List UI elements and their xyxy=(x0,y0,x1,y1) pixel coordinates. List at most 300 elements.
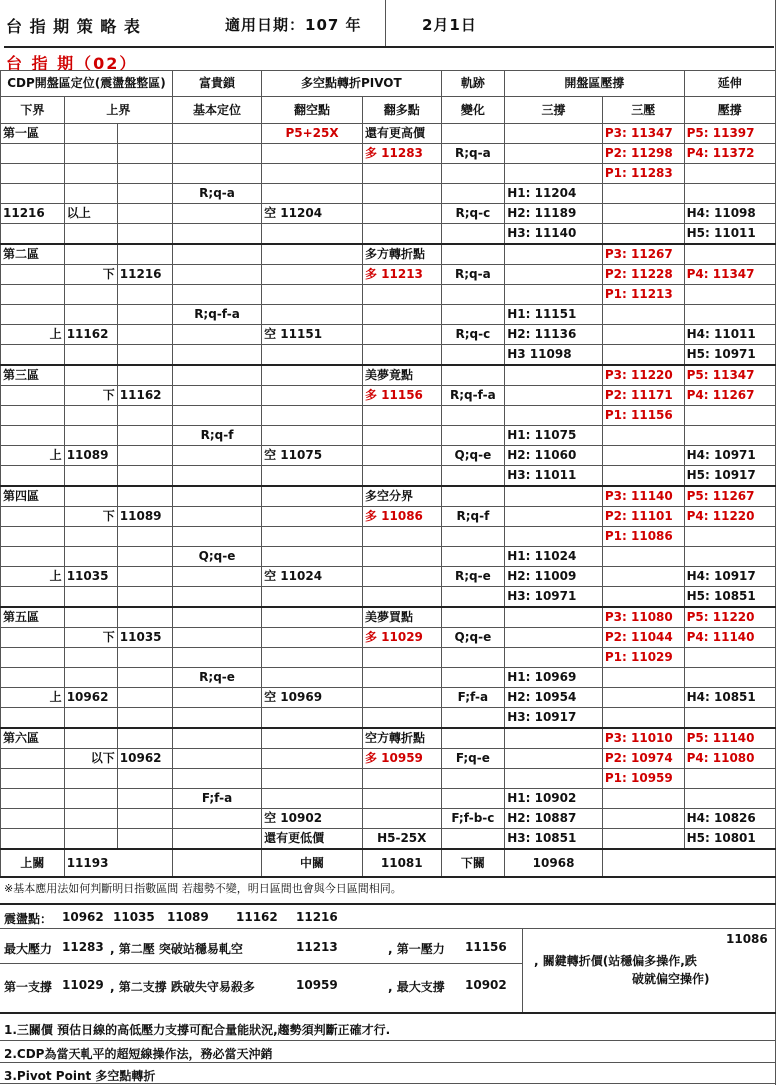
table-cell xyxy=(64,406,117,426)
table-cell xyxy=(684,648,775,668)
table-cell xyxy=(505,265,603,285)
table-cell xyxy=(441,224,505,245)
table-cell: P5: 11220 xyxy=(684,607,775,628)
table-row xyxy=(1,305,776,325)
table-cell xyxy=(602,688,684,708)
table-cell xyxy=(1,224,65,245)
table-cell xyxy=(602,204,684,224)
header-row-1 xyxy=(1,71,776,97)
subtitle-bar xyxy=(4,46,774,72)
divider xyxy=(0,1083,776,1084)
table-cell xyxy=(172,486,261,507)
table-cell xyxy=(1,789,65,809)
table-cell: 空 11024 xyxy=(262,567,363,587)
table-cell xyxy=(172,204,261,224)
table-cell xyxy=(684,527,775,547)
table-cell xyxy=(602,345,684,366)
table-cell xyxy=(262,224,363,245)
table-cell xyxy=(64,184,117,204)
table-cell: Q;q-e xyxy=(172,547,261,567)
max-press-val: 11283 xyxy=(62,940,104,954)
table-cell xyxy=(441,648,505,668)
table-cell: P3: 11267 xyxy=(602,244,684,265)
col-open: 開盤區壓撐 xyxy=(505,71,684,97)
table-cell: H2: 11189 xyxy=(505,204,603,224)
table-cell: F;q-e xyxy=(441,749,505,769)
table-cell: F;f-a xyxy=(172,789,261,809)
table-cell xyxy=(684,668,775,688)
max-sup-label: , 最大支撐 xyxy=(388,980,445,994)
table-cell xyxy=(172,164,261,184)
divider xyxy=(0,1012,776,1014)
table-cell xyxy=(172,829,261,850)
table-row xyxy=(1,386,776,406)
table-cell xyxy=(441,184,505,204)
table-cell: 11162 xyxy=(64,325,117,345)
table-cell xyxy=(172,567,261,587)
table-cell xyxy=(362,345,441,366)
table-cell xyxy=(441,406,505,426)
table-cell xyxy=(684,285,775,305)
table-cell xyxy=(117,204,172,224)
table-cell: H3: 11140 xyxy=(505,224,603,245)
table-cell: 空方轉折點 xyxy=(362,728,441,749)
table-cell xyxy=(117,305,172,325)
table-cell: 下 xyxy=(64,507,117,527)
table-cell xyxy=(602,829,684,850)
table-row xyxy=(1,365,776,386)
table-cell xyxy=(117,466,172,487)
table-cell xyxy=(64,466,117,487)
table-cell xyxy=(505,164,603,184)
table-cell xyxy=(441,466,505,487)
table-cell: P3: 11080 xyxy=(602,607,684,628)
table-cell xyxy=(505,386,603,406)
table-cell xyxy=(1,628,65,648)
table-cell xyxy=(172,507,261,527)
table-cell xyxy=(64,547,117,567)
page-header xyxy=(0,0,777,44)
table-cell xyxy=(117,406,172,426)
table-cell: H1: 11024 xyxy=(505,547,603,567)
table-cell xyxy=(172,749,261,769)
table-cell: F;f-a xyxy=(441,688,505,708)
zone-name: 第六區 xyxy=(1,728,65,749)
table-cell: 11089 xyxy=(117,507,172,527)
table-cell xyxy=(1,769,65,789)
table-cell xyxy=(684,547,775,567)
table-cell xyxy=(262,789,363,809)
table-cell: R;q-f-a xyxy=(172,305,261,325)
table-row xyxy=(1,728,776,749)
table-cell xyxy=(602,426,684,446)
table-cell: H4: 10826 xyxy=(684,809,775,829)
table-cell: 美夢竟點 xyxy=(362,365,441,386)
table-cell: 多 11029 xyxy=(362,628,441,648)
table-cell xyxy=(172,325,261,345)
table-cell xyxy=(262,466,363,487)
footnote: 2.CDP為當天軋平的超短線操作法，務必當天沖銷 xyxy=(4,1047,273,1061)
table-cell: R;q-e xyxy=(441,567,505,587)
zone-name: 第五區 xyxy=(1,607,65,628)
table-cell xyxy=(64,244,117,265)
table-cell xyxy=(602,547,684,567)
table-cell: H5: 11011 xyxy=(684,224,775,245)
table-cell xyxy=(362,708,441,729)
osc-val: 11035 xyxy=(113,910,155,924)
table-cell: H2: 10887 xyxy=(505,809,603,829)
table-row xyxy=(1,184,776,204)
table-cell: H1: 10969 xyxy=(505,668,603,688)
table-cell: P3: 11220 xyxy=(602,365,684,386)
table-cell: P1: 11086 xyxy=(602,527,684,547)
table-cell xyxy=(117,365,172,386)
table-cell xyxy=(441,728,505,749)
table-cell xyxy=(441,829,505,850)
table-cell: P1: 11283 xyxy=(602,164,684,184)
divider xyxy=(522,928,523,1012)
table-cell xyxy=(362,325,441,345)
table-cell xyxy=(172,446,261,466)
table-row xyxy=(1,285,776,305)
table-cell: P2: 11171 xyxy=(602,386,684,406)
table-cell xyxy=(362,688,441,708)
table-row xyxy=(1,789,776,809)
table-cell: H4: 11011 xyxy=(684,325,775,345)
table-cell xyxy=(441,486,505,507)
table-cell xyxy=(262,285,363,305)
table-cell xyxy=(441,789,505,809)
table-cell xyxy=(64,345,117,366)
table-cell xyxy=(117,668,172,688)
col-ext: 延伸 xyxy=(684,71,775,97)
table-cell xyxy=(362,648,441,668)
table-cell: 空 10902 xyxy=(262,809,363,829)
table-cell xyxy=(117,345,172,366)
table-cell xyxy=(362,567,441,587)
table-cell: F;f-b-c xyxy=(441,809,505,829)
table-cell: Q;q-e xyxy=(441,628,505,648)
table-cell xyxy=(172,265,261,285)
table-cell: H3: 11011 xyxy=(505,466,603,487)
table-cell xyxy=(117,124,172,144)
table-cell xyxy=(505,365,603,386)
table-cell xyxy=(362,547,441,567)
col-flip-short: 翻空點 xyxy=(262,97,363,124)
table-cell: R;q-a xyxy=(441,265,505,285)
note-text: ※基本應用法如何判斷明日指數區間 若趨勢不變，明日區間也會與今日區間相同。 xyxy=(4,882,402,895)
table-cell: R;q-e xyxy=(172,668,261,688)
second-sup-val: 10959 xyxy=(296,978,338,992)
table-cell xyxy=(117,728,172,749)
zone-name: 第二區 xyxy=(1,244,65,265)
table-row xyxy=(1,567,776,587)
table-cell: 11035 xyxy=(64,567,117,587)
table-cell: H1: 11204 xyxy=(505,184,603,204)
table-cell: 多 10959 xyxy=(362,749,441,769)
table-cell xyxy=(172,144,261,164)
table-cell xyxy=(684,305,775,325)
table-row xyxy=(1,507,776,527)
second-press-label: , 第二壓 突破站穩易軋空 xyxy=(110,942,243,956)
table-cell xyxy=(684,244,775,265)
table-cell: H2: 10954 xyxy=(505,688,603,708)
table-cell xyxy=(362,789,441,809)
osc-val: 11089 xyxy=(167,910,209,924)
osc-val: 11216 xyxy=(296,910,338,924)
table-cell xyxy=(262,144,363,164)
table-row xyxy=(1,587,776,608)
first-sup-val: 11029 xyxy=(62,978,104,992)
table-cell xyxy=(505,749,603,769)
table-cell xyxy=(262,406,363,426)
table-cell xyxy=(262,426,363,446)
table-cell xyxy=(117,567,172,587)
table-cell xyxy=(1,144,65,164)
table-cell: H3 11098 xyxy=(505,345,603,366)
table-cell xyxy=(64,607,117,628)
table-cell xyxy=(172,224,261,245)
table-cell xyxy=(602,567,684,587)
table-cell xyxy=(64,648,117,668)
table-cell xyxy=(64,426,117,446)
table-cell: H2: 11136 xyxy=(505,325,603,345)
table-cell xyxy=(64,789,117,809)
table-cell xyxy=(262,386,363,406)
header-row-2 xyxy=(1,97,776,124)
table-cell xyxy=(64,305,117,325)
footnote: 1.三關價 預估日線的高低壓力支撐可配合量能狀況,趨勢須判斷正確才行. xyxy=(4,1023,391,1037)
table-cell xyxy=(262,607,363,628)
table-cell: R;q-f-a xyxy=(441,386,505,406)
table-cell xyxy=(1,426,65,446)
divider xyxy=(0,1062,776,1063)
table-cell: 10962 xyxy=(64,688,117,708)
table-cell xyxy=(117,829,172,850)
table-cell: P2: 10974 xyxy=(602,749,684,769)
table-cell xyxy=(262,184,363,204)
table-cell xyxy=(117,426,172,446)
table-cell: 多 11283 xyxy=(362,144,441,164)
max-press-label: 最大壓力 xyxy=(4,942,53,956)
table-cell xyxy=(602,466,684,487)
table-cell xyxy=(64,587,117,608)
table-row xyxy=(1,265,776,285)
table-cell xyxy=(172,769,261,789)
table-cell xyxy=(1,749,65,769)
osc-label: 震盪點： xyxy=(4,912,53,926)
table-cell xyxy=(441,547,505,567)
table-cell xyxy=(362,164,441,184)
table-row xyxy=(1,648,776,668)
table-cell xyxy=(117,688,172,708)
col-flip-long: 翻多點 xyxy=(362,97,441,124)
table-cell: H3: 10851 xyxy=(505,829,603,850)
table-cell xyxy=(262,244,363,265)
table-cell: 11162 xyxy=(117,386,172,406)
table-cell xyxy=(441,305,505,325)
table-cell: 還有更高價 xyxy=(362,124,441,144)
table-cell: 上 xyxy=(1,325,65,345)
table-row xyxy=(1,244,776,265)
table-cell xyxy=(172,708,261,729)
lower-label: 下關 xyxy=(441,849,505,877)
table-cell xyxy=(505,507,603,527)
table-cell: H4: 10851 xyxy=(684,688,775,708)
table-cell xyxy=(172,285,261,305)
table-cell xyxy=(441,587,505,608)
table-cell: P4: 11372 xyxy=(684,144,775,164)
col-rich: 富貴鎖 xyxy=(172,71,261,97)
table-cell: H5: 10801 xyxy=(684,829,775,850)
table-cell: P5: 11140 xyxy=(684,728,775,749)
table-cell xyxy=(1,809,65,829)
table-cell xyxy=(684,164,775,184)
table-cell xyxy=(117,244,172,265)
table-cell: R;q-f xyxy=(172,426,261,446)
table-cell xyxy=(505,486,603,507)
table-cell xyxy=(117,164,172,184)
table-cell xyxy=(172,607,261,628)
table-cell xyxy=(505,728,603,749)
table-cell: 多 11086 xyxy=(362,507,441,527)
table-cell xyxy=(362,668,441,688)
table-cell: 下 xyxy=(64,628,117,648)
table-cell xyxy=(172,628,261,648)
table-cell: P4: 11267 xyxy=(684,386,775,406)
table-cell xyxy=(172,809,261,829)
table-cell: P1: 11029 xyxy=(602,648,684,668)
table-cell xyxy=(362,809,441,829)
table-cell: P3: 11140 xyxy=(602,486,684,507)
table-cell: 11216 xyxy=(1,204,65,224)
header-divider xyxy=(385,0,386,46)
table-cell: 上 xyxy=(1,688,65,708)
table-cell xyxy=(262,527,363,547)
table-cell xyxy=(441,345,505,366)
table-cell xyxy=(1,285,65,305)
table-cell xyxy=(262,587,363,608)
col-s3: 三撐 xyxy=(505,97,603,124)
table-cell xyxy=(505,607,603,628)
table-cell: P1: 11156 xyxy=(602,406,684,426)
table-cell xyxy=(172,124,261,144)
table-cell: H5: 10851 xyxy=(684,587,775,608)
table-cell: H4: 11098 xyxy=(684,204,775,224)
upper-val: 11193 xyxy=(64,849,172,877)
table-row xyxy=(1,466,776,487)
table-cell xyxy=(262,648,363,668)
table-cell xyxy=(64,728,117,749)
col-pivot: 多空點轉折PIVOT xyxy=(262,71,441,97)
table-row xyxy=(1,124,776,144)
col-press: 壓撐 xyxy=(684,97,775,124)
table-cell: P1: 10959 xyxy=(602,769,684,789)
table-cell xyxy=(362,426,441,446)
first-press-label: , 第一壓力 xyxy=(388,942,445,956)
table-cell xyxy=(1,527,65,547)
table-cell xyxy=(505,769,603,789)
table-cell xyxy=(262,628,363,648)
table-cell xyxy=(505,144,603,164)
table-cell xyxy=(262,668,363,688)
table-cell: R;q-c xyxy=(441,204,505,224)
table-row xyxy=(1,204,776,224)
col-change: 變化 xyxy=(441,97,505,124)
table-cell xyxy=(505,628,603,648)
table-cell xyxy=(1,386,65,406)
table-cell xyxy=(441,527,505,547)
table-row xyxy=(1,628,776,648)
table-cell xyxy=(64,708,117,729)
table-row xyxy=(1,809,776,829)
table-row xyxy=(1,829,776,850)
table-cell xyxy=(602,587,684,608)
table-cell xyxy=(1,164,65,184)
table-cell: H4: 10971 xyxy=(684,446,775,466)
upper-label: 上關 xyxy=(1,849,65,877)
date-label: 適用日期：107 年 xyxy=(225,16,362,34)
table-cell xyxy=(684,406,775,426)
table-cell: 還有更低價 xyxy=(262,829,363,850)
table-row xyxy=(1,708,776,729)
table-cell xyxy=(1,708,65,729)
table-cell xyxy=(117,587,172,608)
col-p3: 三壓 xyxy=(602,97,684,124)
table-cell xyxy=(1,184,65,204)
table-cell xyxy=(441,285,505,305)
blank xyxy=(172,849,261,877)
table-cell xyxy=(684,184,775,204)
table-cell xyxy=(602,809,684,829)
key-line-1: , 關鍵轉折價(站穩偏多操作,跌 xyxy=(534,954,697,968)
table-cell xyxy=(172,406,261,426)
table-cell xyxy=(117,769,172,789)
table-cell xyxy=(362,305,441,325)
table-cell xyxy=(117,486,172,507)
table-cell: 11089 xyxy=(64,446,117,466)
table-cell: R;q-c xyxy=(441,325,505,345)
table-cell: P4: 11347 xyxy=(684,265,775,285)
table-cell xyxy=(64,365,117,386)
table-cell xyxy=(1,406,65,426)
key-val: 11086 xyxy=(726,932,768,946)
table-cell: 10962 xyxy=(117,749,172,769)
table-cell xyxy=(362,446,441,466)
table-cell: H2: 11009 xyxy=(505,567,603,587)
table-row xyxy=(1,769,776,789)
table-cell: H1: 10902 xyxy=(505,789,603,809)
table-cell: P1: 11213 xyxy=(602,285,684,305)
table-cell: R;q-a xyxy=(441,144,505,164)
table-cell: 空 11075 xyxy=(262,446,363,466)
table-cell xyxy=(117,184,172,204)
table-cell xyxy=(172,386,261,406)
table-cell xyxy=(117,325,172,345)
table-cell xyxy=(64,769,117,789)
table-row xyxy=(1,406,776,426)
osc-val: 10962 xyxy=(62,910,104,924)
table-cell xyxy=(262,345,363,366)
key-line-2: 破就偏空操作) xyxy=(632,972,710,986)
table-cell xyxy=(1,668,65,688)
zone-name: 第一區 xyxy=(1,124,65,144)
table-cell xyxy=(362,587,441,608)
table-cell: H3: 10917 xyxy=(505,708,603,729)
table-cell: P3: 11347 xyxy=(602,124,684,144)
table-cell: H4: 10917 xyxy=(684,567,775,587)
table-cell xyxy=(684,426,775,446)
